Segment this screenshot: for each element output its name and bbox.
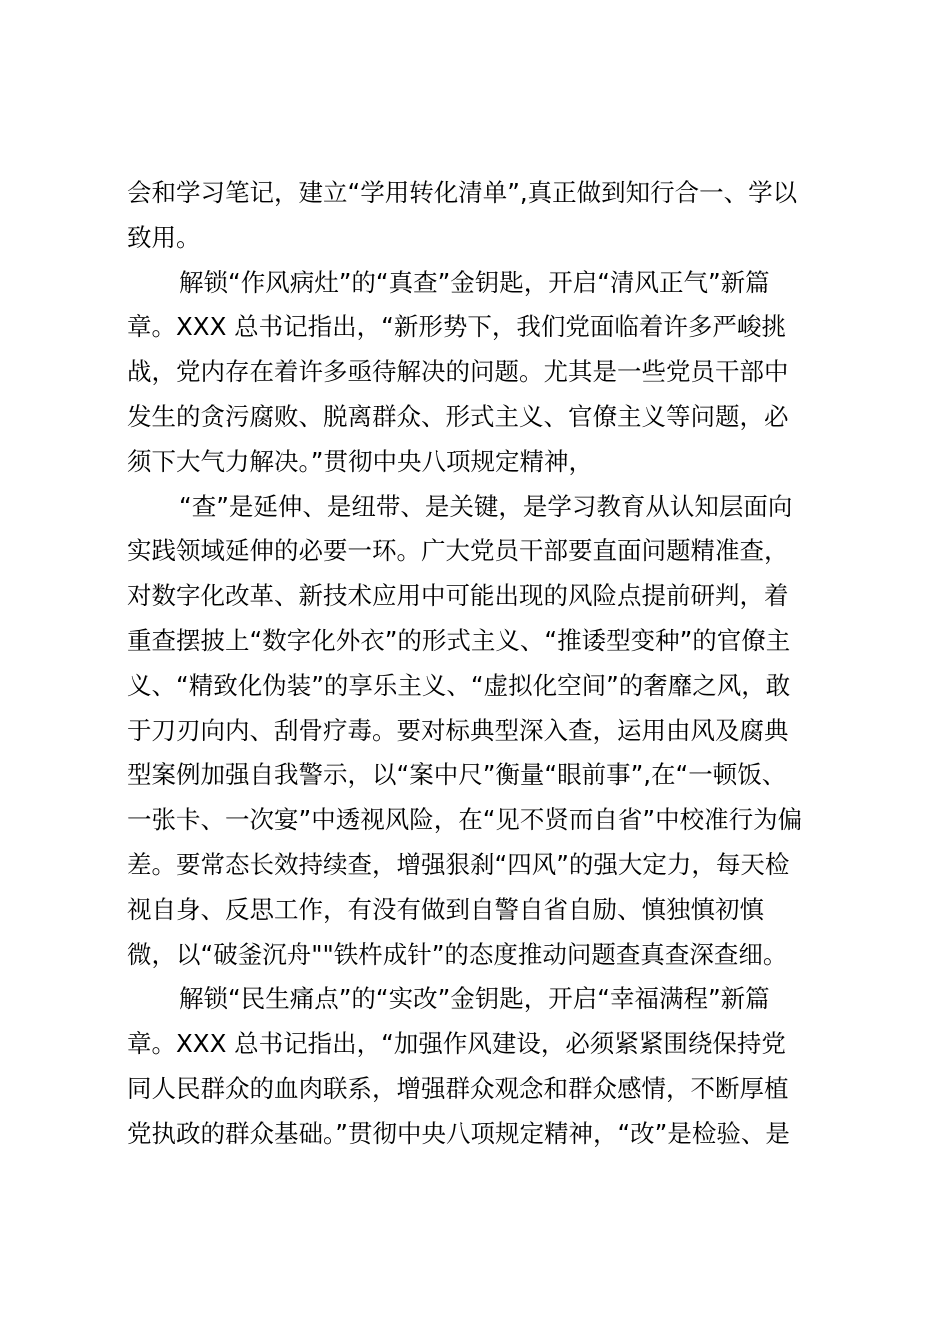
text-line: 同人民群众的血肉联系，增强群众观念和群众感情，不断厚植 [127, 1073, 789, 1103]
text-line: 发生的贪污腐败、脱离群众、形式主义、官僚主义等问题，必 [127, 401, 789, 431]
text-line: 须下大气力解决。”贯彻中央八项规定精神， [127, 446, 593, 476]
body-text [127, 171, 837, 1157]
text-line: 章。XXX 总书记指出，“新形势下，我们党面临着许多严峻挑 [127, 312, 786, 342]
text-line: 视自身、反思工作，有没有做到自警自省自励、慎独慎初慎 [127, 894, 764, 924]
text-line: 章。XXX 总书记指出，“加强作风建设，必须紧紧围绕保持党 [127, 1029, 786, 1059]
text-line: 战，党内存在着许多亟待解决的问题。尤其是一些党员干部中 [127, 357, 789, 387]
text-line: 微，以“破釜沉舟""铁杵成针”的态度推动问题查真查深查细。 [127, 939, 788, 969]
text-line: 重查摆披上“数字化外衣”的形式主义、“推诿型变种”的官僚主 [127, 625, 791, 655]
text-line: 义、“精致化伪装”的享乐主义、“虚拟化空间”的奢靡之风，敢 [127, 670, 791, 700]
paragraph-start-line: 解锁“作风病灶”的“真查”金钥匙，开启“清风正气”新篇 [179, 267, 770, 297]
text-line: 对数字化改革、新技术应用中可能出现的风险点提前研判，着 [127, 581, 789, 611]
text-line: 致用。 [127, 222, 201, 252]
paragraph-start-line: 解锁“民生痛点”的“实改”金钥匙，开启“幸福满程”新篇 [179, 984, 770, 1014]
text-line: 差。要常态长效持续查，增强狠刹“四风”的强大定力，每天检 [127, 849, 790, 879]
text-line: 一张卡、一次宴”中透视风险，在“见不贤而自省”中校准行为偏 [127, 805, 803, 835]
text-line: 党执政的群众基础。”贯彻中央八项规定精神，“改”是检验、是 [127, 1118, 790, 1148]
text-line: 型案例加强自我警示，以“案中尺”衡量“眼前事”,在“一顿饭、 [127, 760, 787, 790]
text-line: 会和学习笔记，建立“学用转化清单”,真正做到知行合一、学以 [127, 178, 798, 207]
paragraph-start-line: “查”是延伸、是纽带、是关键，是学习教育从认知层面向 [179, 491, 793, 521]
text-line: 于刀刃向内、刮骨疗毒。要对标典型深入查，运用由风及腐典 [127, 715, 789, 745]
text-line: 实践领域延伸的必要一环。广大党员干部要直面问题精准查， [127, 536, 789, 566]
